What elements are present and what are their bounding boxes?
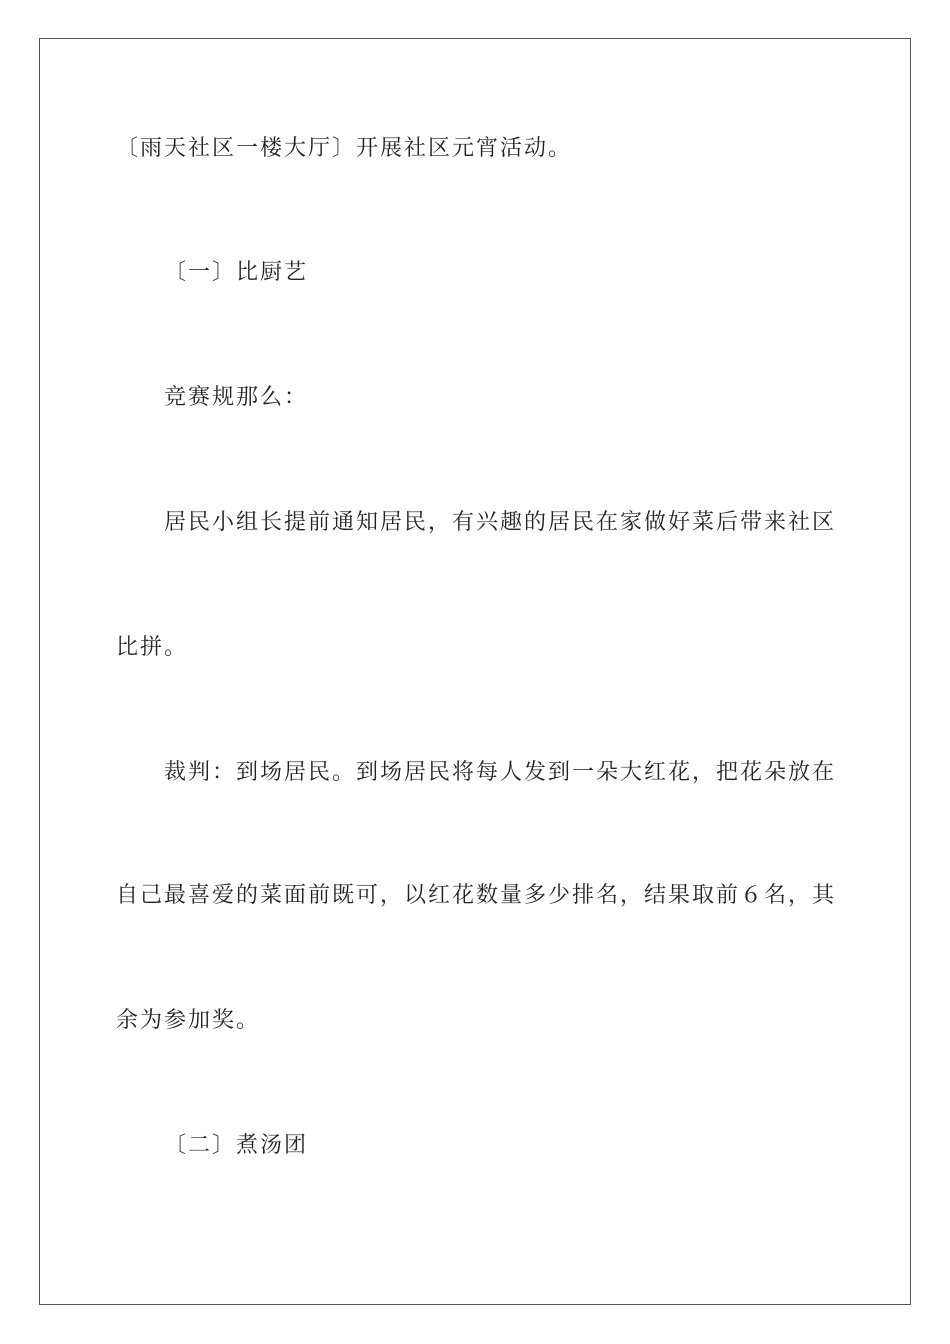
section-heading-tangyuan: 〔二〕煮汤团 — [164, 1133, 309, 1158]
section-heading-cooking: 〔一〕比厨艺 — [164, 260, 309, 285]
text-line-judges-1: 裁判：到场居民。到场居民将每人发到一朵大红花，把花朵放在 — [164, 760, 837, 785]
text-line-judges-2: 自己最喜爱的菜面前既可，以红花数量多少排名，结果取前６名，其 — [116, 883, 837, 908]
text-line-rules-heading: 竞赛规那么： — [164, 385, 309, 410]
page-frame — [39, 38, 911, 1305]
text-line-activity-location: 〔雨天社区一楼大厅〕开展社区元宵活动。 — [116, 136, 573, 161]
text-line-rules-body-1: 居民小组长提前通知居民，有兴趣的居民在家做好菜后带来社区 — [164, 510, 837, 535]
text-line-judges-3: 余为参加奖。 — [116, 1008, 261, 1033]
text-line-rules-body-2: 比拼。 — [116, 635, 189, 660]
